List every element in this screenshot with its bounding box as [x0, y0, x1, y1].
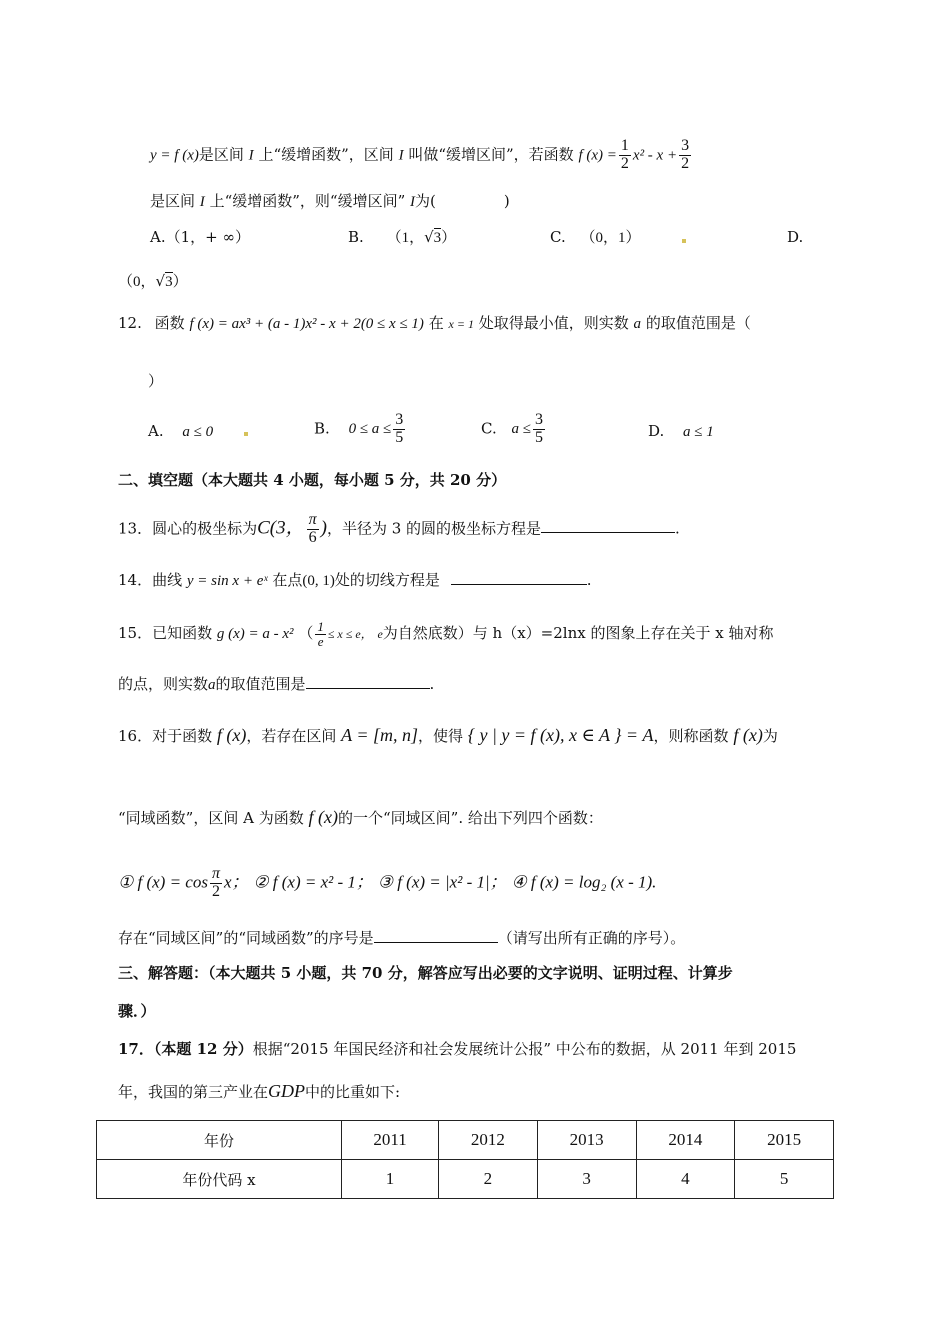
q13: 13．圆心的极坐标为C(3， $\frac{\pi}{6}$ )，半径为 3 的圆的极坐标方程是 . — [118, 511, 680, 546]
q12-option-c: C. a ≤ $\frac{3}{5}$ — [481, 411, 543, 446]
q12-option-b: B. 0 ≤ a ≤ $\frac{3}{5}$ — [314, 411, 404, 446]
table-cell: 1 — [342, 1160, 439, 1199]
table-cell: 2 — [439, 1160, 538, 1199]
q15-answer-blank — [306, 674, 430, 689]
q11-line1: y = f (x)是区间 I 上“缓增函数”，区间 I 叫做“缓增区间”，若函数 f (x) = $\frac{1}{2}$ x² - x + $\frac{3}{2}$ — [150, 137, 690, 172]
q14: 14．曲线 y = sin x + eˣ 在点(0, 1)处的切线方程是 . — [118, 571, 592, 589]
q12-option-a: A. a ≤ 0 — [148, 422, 214, 440]
table-cell: 2013 — [537, 1121, 636, 1160]
speck-mark — [244, 432, 248, 436]
q11-option-d: （0，√3） — [118, 272, 188, 290]
q16-answer-blank — [374, 928, 498, 943]
q12-function: f (x) = ax³ + (a - 1)x² - x + 2(0 ≤ x ≤ 1) — [189, 316, 424, 332]
q16-line2: “同域函数”，区间 A 为函数 f (x)的一个“同域区间”. 给出下列四个函数： — [118, 807, 603, 827]
q11-option-b: B. （1，√3） — [348, 228, 457, 246]
q17-line1: 17．（本题 12 分）根据“2015 年国民经济和社会发展统计公报” 中公布的数据，从 2011 年到 2015 — [118, 1040, 797, 1058]
q11-option-d-label: D. — [787, 228, 804, 246]
table-header-code: 年份代码 x — [97, 1160, 342, 1199]
section-2-title: 二、填空题（本大题共 4 小题，每小题 5 分，共 20 分） — [118, 471, 507, 489]
q11-frac-three-halves: $\frac{3}{2}$ — [681, 137, 690, 172]
table-row — [97, 1160, 834, 1199]
table-cell: 2012 — [439, 1121, 538, 1160]
q11-line2: 是区间 I 上“缓增函数”，则“缓增区间” I为( ) — [150, 192, 510, 210]
q17-line2: 年，我国的第三产业在GDP中的比重如下: — [118, 1081, 401, 1101]
q12-close-paren: ） — [148, 372, 164, 390]
table-row — [97, 1121, 834, 1160]
q11-option-a: A.（1，+ ∞） — [150, 228, 250, 246]
q16-line4: 存在“同域区间”的“同域函数”的序号是 （请写出所有正确的序号）。 — [118, 929, 686, 947]
table-header-year: 年份 — [97, 1121, 342, 1160]
table-cell: 2014 — [636, 1121, 735, 1160]
gdp-table — [96, 1120, 834, 1199]
q14-answer-blank — [451, 570, 587, 585]
table-cell: 5 — [735, 1160, 834, 1199]
q12-stem: 12. 函数 f (x) = ax³ + (a - 1)x² - x + 2(0 ≤ x ≤ 1) 在 x = 1 处取得最小值，则实数 a 的取值范围是（ — [118, 314, 751, 332]
table-cell: 2015 — [735, 1121, 834, 1160]
table-cell: 2011 — [342, 1121, 439, 1160]
q15-line2: 的点，则实数a的取值范围是 . — [118, 675, 435, 693]
section-3-title-cont: 骤．） — [118, 1002, 156, 1020]
table-cell: 3 — [537, 1160, 636, 1199]
q12-option-d: D. a ≤ 1 — [648, 422, 714, 440]
q16-line1: 16．对于函数 f (x)，若存在区间 A = [m, n]，使得 { y | y = f (x), x ∈ A } = A，则称函数 f (x)为 — [118, 725, 778, 745]
q15-line1: 15．已知函数 g (x) = a - x² （ $\frac{1}{e}$ ≤ x ≤ e， e为自然底数）与 h（x）=2lnx 的图象上存在关于 x 轴对称 — [118, 619, 774, 649]
speck-mark — [682, 239, 686, 243]
q11-func: y = f (x) — [150, 147, 199, 164]
section-3-title: 三、解答题：（本大题共 5 小题，共 70 分，解答应写出必要的文字说明、证明过程、计算步 — [118, 964, 733, 982]
q11-frac-half: $\frac{1}{2}$ — [620, 137, 629, 172]
q13-answer-blank — [541, 518, 675, 533]
table-cell: 4 — [636, 1160, 735, 1199]
q11-option-c: C. （0，1） — [550, 228, 641, 246]
q16-functions: ① f (x) = cos $\frac{\pi}{2}$ x； ② f (x) = x² - 1； ③ f (x) = |x² - 1|； ④ f (x) = log₂ (x - 1). — [118, 865, 657, 900]
